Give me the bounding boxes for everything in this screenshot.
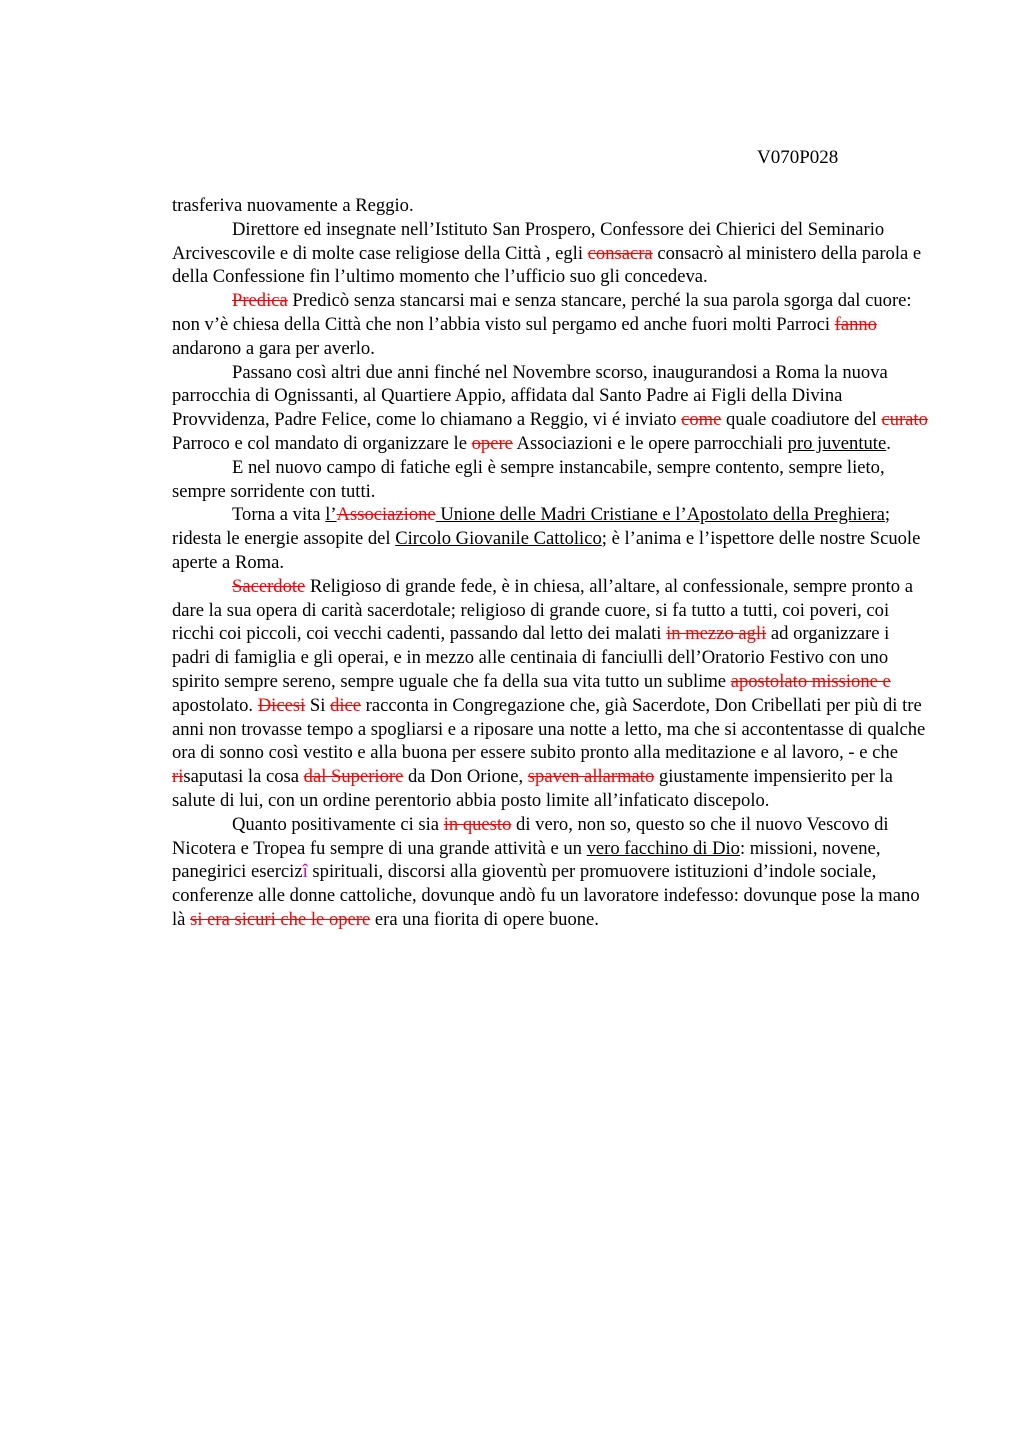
body-text: ; ridesta le energie assopite del <box>172 504 891 550</box>
deleted-text: dal Superiore <box>303 766 404 788</box>
deleted-text: in questo <box>443 813 512 835</box>
paragraph <box>172 456 929 504</box>
body-text: Torna a vita <box>232 504 326 526</box>
underlined-text: pro juventute <box>787 432 887 454</box>
deleted-text: Dicesi <box>257 694 306 716</box>
deleted-text: apostolato missione e <box>730 670 891 692</box>
deleted-text: Predica <box>232 290 288 312</box>
paragraph <box>172 361 929 456</box>
body-text: E nel nuovo campo di fatiche egli è sempre instancabile, sempre contento, sempre lieto, sempre sorridente con tutti. <box>172 456 885 502</box>
paragraph <box>172 575 929 813</box>
deleted-text: curato <box>881 409 928 431</box>
deleted-text: si era sicuri che le opere <box>190 908 371 930</box>
deleted-text: Associazione <box>336 504 436 526</box>
deleted-text: fanno <box>834 313 877 335</box>
body-text: andarono a gara per averlo. <box>172 337 375 359</box>
inserted-mark: î <box>302 861 308 883</box>
deleted-text: Sacerdote <box>232 575 306 597</box>
deleted-text: spaven allarmato <box>527 766 655 788</box>
body-text: Si <box>305 694 331 716</box>
body-text: quale coadiutore del <box>721 409 882 431</box>
body-text: da Don Orione, <box>403 766 528 788</box>
underlined-text: Unione delle Madri Cristiane e l’Apostolato della Preghiera <box>435 504 885 526</box>
body-text: . <box>886 432 891 454</box>
body-text: ad organizzare i padri di famiglia e gli operai, e in mezzo alle centinaia di fanciulli dell’Oratorio Festivo con uno spirito sempre sereno, sempre uguale che fa della sua vita tutto un sublime <box>172 623 890 692</box>
body-text: era una fiorita di opere buone. <box>370 908 599 930</box>
paragraph <box>172 503 929 574</box>
body-text: : missioni, novene, panegirici esercizî spirituali, discorsi alla gioventù per promuovere istituzioni d’indole sociale, conferenze alle donne cattoliche, dovunque andò fu un lavoratore indefesso: dovunque pose la mano là <box>172 837 920 930</box>
body-text: Religioso di grande fede, è in chiesa, all’altare, al confessionale, sempre pronto a dare la sua opera di carità sacerdotale; religioso di grande cuore, si fa tutto a tutti, coi poveri, coi ricchi coi piccoli, coi vecchi cadenti, passando dal letto dei malati <box>172 575 913 645</box>
paragraph <box>172 289 929 360</box>
deleted-text: ri <box>172 766 184 788</box>
paragraph <box>172 194 929 218</box>
page-id-label: V070P028 <box>757 147 839 168</box>
body-text: trasferiva nuovamente a Reggio. <box>172 195 414 216</box>
paragraph <box>172 218 929 289</box>
body-text: Direttore ed insegnate nell’Istituto San Prospero, Confessore dei Chierici del Seminario Arcivescovile e di molte case religiose della Città , egli <box>172 218 885 264</box>
underlined-text: vero facchino di Dio <box>586 837 740 859</box>
body-text: saputasi la cosa <box>183 766 304 788</box>
document-body <box>172 194 929 932</box>
underlined-text: Circolo Giovanile Cattolico <box>395 528 602 550</box>
body-text: ; è l’anima e l’ispettore delle nostre Scuole aperte a Roma. <box>172 528 921 573</box>
paragraph <box>172 813 929 932</box>
body-text: Predicò senza stancarsi mai e senza stancare, perché la sua parola sgorga dal cuore: non v’è chiesa della Città che non l’abbia visto sul pergamo ed anche fuori molti Parroci <box>172 290 912 335</box>
body-text: consacrò al ministero della parola e della Confessione fin l’ultimo momento che l’ufficio suo gli concedeva. <box>172 242 922 288</box>
body-text: Passano così altri due anni finché nel Novembre scorso, inaugurandosi a Roma la nuova parrocchia di Ognissanti, al Quartiere Appio, affidata dal Santo Padre ai Figli della Divina Provvidenza, Padre Felice, come lo chiamano a Reggio, vi é inviato <box>172 361 888 431</box>
deleted-text: consacra <box>587 242 653 264</box>
deleted-text: opere <box>471 432 513 454</box>
body-text: racconta in Congregazione che, già Sacerdote, Don Cribellati per più di tre anni non trovasse tempo a spogliarsi e a riposare una notte a letto, ma che si accontentasse di qualche ora di sonno così vestito e alla buona per essere subito pronto alla meditazione e al lavoro, - e che <box>172 694 926 764</box>
body-text: apostolato. <box>172 694 258 716</box>
deleted-text: in mezzo agli <box>666 623 767 645</box>
body-text: Parroco e col mandato di organizzare le <box>172 432 472 454</box>
deleted-text: dice <box>330 694 362 716</box>
underlined-text: l’ <box>325 504 337 526</box>
body-text: giustamente impensierito per la salute di lui, con un ordine perentorio abbia posto limite all’infaticato discepolo. <box>172 766 893 811</box>
deleted-text: come <box>681 409 722 431</box>
body-text: di vero, non so, questo so che il nuovo Vescovo di Nicotera e Tropea fu sempre di una grande attività e un <box>172 813 889 859</box>
body-text: Associazioni e le opere parrocchiali <box>512 432 788 454</box>
body-text: Quanto positivamente ci sia <box>232 813 444 835</box>
